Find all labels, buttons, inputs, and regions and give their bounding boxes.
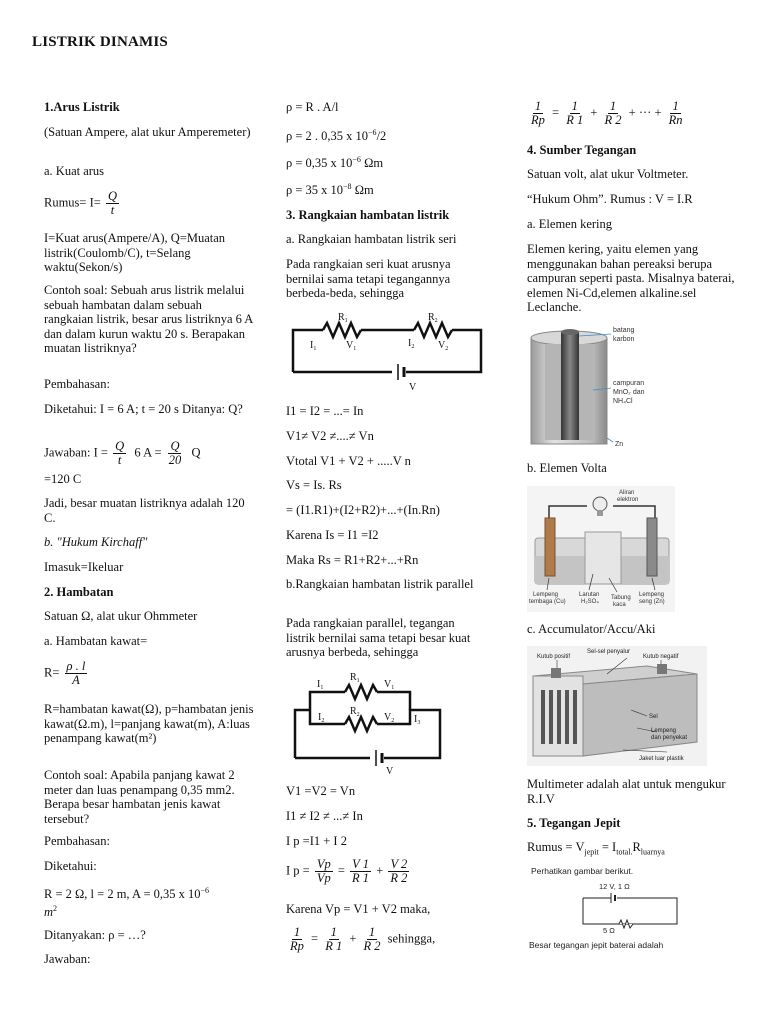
label-v: V [386,766,394,776]
fraction [362,926,383,953]
label-v1: $V_1$ [346,340,357,352]
equation-line [286,126,486,144]
fraction [388,858,409,885]
label-v: V [409,382,417,392]
paragraph: a. Rangkaian hambatan listrik seri [286,232,457,246]
fraction [315,858,333,885]
fraction [288,926,306,953]
paragraph: Diketahui: [44,859,97,873]
numerator: 1 [534,99,542,113]
text: R = 2 Ω, l = 2 m, A = 0,35 x 10 [44,887,201,902]
formula-jawaban [44,440,254,467]
paragraph: Karena Vp = V1 + V2 maka, [286,902,431,916]
label-nh4cl: NH₄Cl [613,398,633,405]
label-r2: $R_2$ [350,706,360,718]
paragraph: Diketahui: I = 6 A; t = 20 s Ditanya: Q? [44,402,243,416]
text: m [44,904,54,919]
equation-line: V1 =V2 = Vn [286,784,356,798]
denominator: R 1 [566,113,584,127]
paragraph: Contoh soal: Sebuah arus listrik melalui sebuah hambatan dalam sebuah rangkaian listrik, besar arus listriknya 6 A dan dalam kurun waktu 20 s. Berapakan muatan listriknya? [44,283,253,355]
fraction [529,100,547,127]
formula-hambatan-kawat [44,660,254,687]
exponent: 2 [53,903,58,913]
label-mno2: MnO₂ dan [613,389,645,396]
denominator: A [72,673,80,687]
label-r2: $R_2$ [428,312,438,324]
formula-suffix: sehingga, [387,931,436,946]
paragraph: c. Accumulator/Accu/Aki [527,622,656,636]
equation-line: Maka Rs = R1+R2+...+Rn [286,553,419,567]
paragraph: Elemen kering, yaitu elemen yang menggunakan bahan pereaksi berupa campuran seperti pasta. Misalnya baterai, elemen Ni-Cd,elemen alkaline.sel Leclanche. [527,242,735,314]
label-v1: $V_1$ [384,679,395,691]
exponent: −6 [368,128,377,137]
label-i2: $I_2$ [408,338,415,350]
label-v2: $V_2$ [438,340,449,352]
label-aliran: Aliran [619,490,635,496]
paragraph: a. Hambatan kawat= [44,634,148,648]
fraction [603,100,624,127]
equation-line: I1 = I2 = ...= In [286,404,364,418]
paragraph: =120 C [44,472,82,486]
label-battery-value: 12 V, 1 Ω [599,882,630,891]
label-i2: $I_2$ [318,712,325,724]
formula-prefix: Jawaban: I = [44,445,108,460]
heading-tegangan-jepit: 5. Tegangan Jepit [527,816,621,830]
equation-line: Vs = Is. Rs [286,478,342,492]
fraction [106,190,119,217]
dry-cell-figure [527,320,707,450]
paragraph: b.Rangkaian hambatan listrik parallel [286,577,474,591]
numerator: 1 [368,925,376,939]
heading-arus-listrik: 1.Arus Listrik [44,100,120,114]
label-seng: seng (Zn) [639,599,665,605]
numerator: 1 [672,99,679,113]
fraction [323,926,344,953]
fraction [564,100,585,127]
label-question: Besar tegangan jepit baterai adalah [529,940,664,950]
formula-suffix: Q [191,445,201,460]
paragraph: Jadi, besar muatan listriknya adalah 120 C. [44,496,245,525]
label-lempeng-cu: Lempeng [533,592,559,598]
formula-mid: 6 A = [134,445,162,460]
denominator: Rn [668,113,683,127]
equation-line: Vtotal V1 + V2 + .....V n [286,454,411,468]
text: Ωm [351,183,374,198]
exponent: −6 [352,155,361,164]
label-tembaga: tembaga (Cu) [529,599,566,605]
fraction [167,440,184,467]
text: /2 [376,129,387,144]
numerator: Q [107,189,117,203]
label-r1: $R_1$ [350,672,360,684]
formula-mid: + ··· + [628,105,662,120]
heading-sumber-tegangan: 4. Sumber Tegangan [527,143,637,157]
equation-line: I p =I1 + I 2 [286,834,347,848]
fraction [113,440,126,467]
equation-line: I1 ≠ I2 ≠ ...≠ In [286,809,363,823]
parallel-circuit-diagram [290,670,490,776]
paragraph: Satuan volt, alat ukur Voltmeter. [527,167,689,181]
tegangan-jepit-figure [527,864,707,954]
text: Rumus = V [527,840,585,854]
denominator: Rp [531,113,545,127]
series-circuit-diagram [288,310,488,392]
label-elektron: elektron [617,497,639,503]
formula-tegangan-jepit [527,840,742,860]
page-title: LISTRIK DINAMIS [32,34,168,50]
paragraph: Contoh soal: Apabila panjang kawat 2 meter dan luas penampang 0,35 mm2. Berapa besar hambatan jenis kawat tersebut? [44,768,235,826]
label-jaket: Jaket luar plastik [639,756,684,762]
denominator: R 2 [390,871,408,885]
label-i1: $I_1$ [310,340,317,352]
label-resistor-value: 5 Ω [603,926,615,935]
denominator: Rp [290,939,304,953]
paragraph: (Satuan Ampere, alat ukur Amperemeter) [44,125,251,139]
formula-ip: I p = $\frac{Vp}{Vp}$ = $\frac{V 1}{R 1}$ + $\frac{V 2}{R 2}$ [286,857,408,885]
text: R [632,840,641,854]
label-sel-sel: Sel-sel penyalur [587,649,631,655]
paragraph: “Hukum Ohm”. Rumus : V = I.R [527,192,693,206]
paragraph: Imasuk=Ikeluar [44,560,124,574]
denominator: R 2 [604,113,622,127]
denominator: R 1 [352,871,370,885]
numerator: V 1 [352,857,369,871]
paragraph: a. Kuat arus [44,164,105,178]
fraction [667,100,685,127]
paragraph: I=Kuat arus(Ampere/A), Q=Muatan listrik(Coulomb/C), t=Selang waktu(Sekon/s) [44,231,226,274]
label-batang: batang [613,327,635,334]
label-karbon: karbon [613,336,635,343]
label-perhatikan: Perhatikan gambar berikut. [531,866,634,876]
denominator: t [110,203,115,217]
numerator: 1 [330,925,337,939]
label-kutub-positif: Kutub positif [537,654,571,660]
label-lempeng-zn: Lempeng [639,592,665,598]
paragraph: Satuan Ω, alat ukur Ohmmeter [44,609,198,623]
label-v2: $V_2$ [384,712,395,724]
numerator: ρ . l [66,659,86,673]
numerator: 1 [293,925,301,939]
label-zn: Zn [615,441,624,448]
heading-hambatan: 2. Hambatan [44,585,114,599]
paragraph: Pada rangkaian parallel, tegangan listrik bernilai sama tetapi besar kuat arusnya berbeda, sehingga [286,616,471,659]
paragraph: Jawaban: [44,952,91,966]
denominator: t [117,453,122,467]
label-r1: $R_1$ [338,312,348,324]
exponent: −6 [200,886,210,895]
denominator: R 2 [363,939,381,953]
text: ρ = 0,35 x 10 [286,156,353,171]
numerator: Q [170,439,180,453]
accumulator-figure [527,646,707,766]
label-i1: $I_1$ [317,679,324,691]
paragraph: R=hambatan kawat(Ω), p=hambatan jenis kawat(Ω.m), l=panjang kawat(m), A:luas penampang kawat(m²) [44,702,254,745]
formula-rp: $\frac{1}{Rp}$ = $\frac{1}{R 1}$ + $\frac{1}{R 2}$ sehingga, [290,925,436,953]
text: = I [598,840,617,854]
numerator: Q [115,439,125,453]
paragraph: Multimeter adalah alat untuk mengukur R.I.V [527,777,726,806]
numerator: 1 [571,99,578,113]
text: Ωm [360,156,384,171]
label-penyekat: dan penyekat [651,735,688,741]
denominator: Vp [316,871,331,885]
numerator: V 2 [390,857,408,871]
fraction [65,660,88,687]
denominator: R 1 [325,939,343,953]
text: ρ = 35 x 10 [286,183,344,198]
equation-line: Karena Is = I1 =I2 [286,528,379,542]
exponent: −8 [343,182,352,191]
equation-line [286,153,486,171]
equation-line [286,180,486,198]
formula-prefix: I p = [286,863,310,878]
subscript: total. [616,847,633,857]
heading-rangkaian: 3. Rangkaian hambatan listrik [286,208,450,222]
equation-line: V1≠ V2 ≠....≠ Vn [286,429,374,443]
label-kutub-negatif: Kutub negatif [643,654,679,660]
formula-prefix: R= [44,665,60,680]
numerator: 1 [609,99,617,113]
numerator: Vp [316,857,331,871]
label-sel: Sel [649,714,658,720]
paragraph: a. Elemen kering [527,217,613,231]
label-i3: $I_3$ [414,714,421,726]
label-campuran: campuran [613,380,645,387]
formula-rp-general: $\frac{1}{Rp}$ = $\frac{1}{R 1}$ + $\frac{1}{R 2}$ + ··· + $\frac{1}{Rn}$ [531,99,683,127]
paragraph: Ditanyakan: ρ = …? [44,928,146,942]
label-larutan: Larutan [579,592,600,598]
formula-rumus-arus [44,190,254,217]
paragraph-kirchhoff: b. "Hukum Kirchaff" [44,535,148,549]
label-lempeng: Lempeng [651,728,677,734]
volta-cell-figure [527,486,675,612]
paragraph: Pembahasan: [44,377,110,391]
equation-line: ρ = R . A/l [286,100,339,114]
paragraph: b. Elemen Volta [527,461,607,475]
subscript: jepit [584,847,599,857]
fraction [350,858,371,885]
equation-line: = (I1.R1)+(I2+R2)+...+(In.Rn) [286,503,440,517]
formula-prefix: Rumus= I= [44,195,101,210]
paragraph: Pembahasan: [44,834,110,848]
subscript: luarnya [640,847,665,857]
paragraph: Pada rangkaian seri kuat arusnya bernilai sama tetapi tegangannya berbeda-beda, sehingga [286,257,451,300]
paragraph-known-values [44,884,254,919]
label-kaca: kaca [613,602,626,608]
text: ρ = 2 . 0,35 x 10 [286,129,369,144]
label-h2so4: H₂SO₄ [581,599,599,605]
label-tabung: Tabung [611,595,631,601]
denominator: 20 [168,453,182,467]
